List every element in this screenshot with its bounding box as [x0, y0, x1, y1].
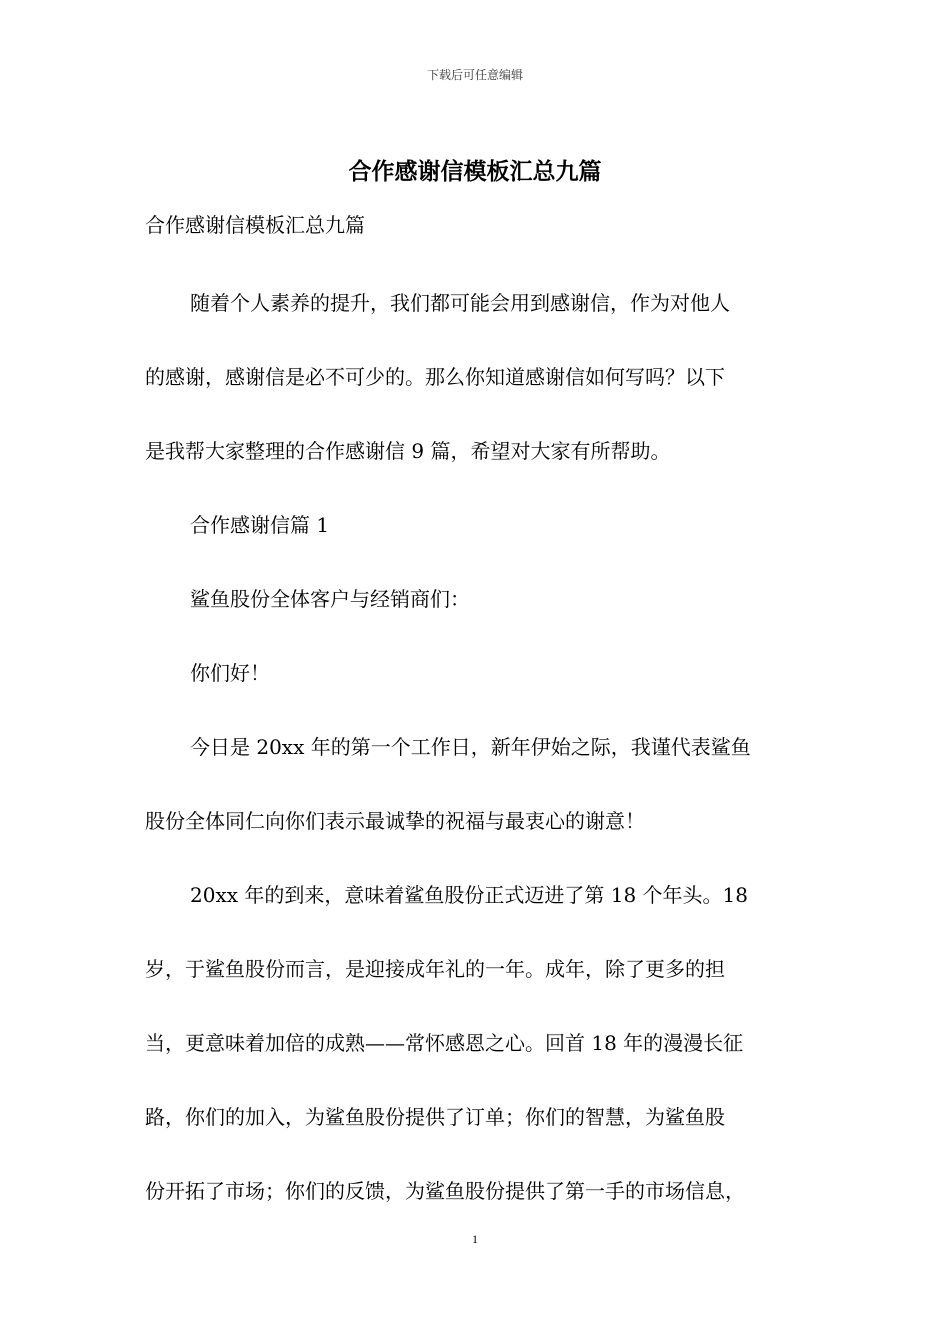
document-body	[145, 206, 825, 1246]
body-line: 的感谢，感谢信是必不可少的。那么你知道感谢信如何写吗？以下	[145, 365, 725, 389]
body-line: 份开拓了市场；你们的反馈，为鲨鱼股份提供了第一手的市场信息，	[145, 1179, 745, 1203]
body-line: 合作感谢信模板汇总九篇	[145, 213, 365, 237]
body-line: 路，你们的加入，为鲨鱼股份提供了订单；你们的智慧，为鲨鱼股	[145, 1105, 725, 1129]
body-line: 今日是 20xx 年的第一个工作日，新年伊始之际，我谨代表鲨鱼	[190, 735, 751, 759]
greeting: 你们好！	[190, 661, 270, 685]
header-note: 下载后可任意编辑	[426, 68, 523, 82]
body-line: 岁，于鲨鱼股份而言，是迎接成年礼的一年。成年，除了更多的担	[145, 957, 725, 981]
document-title: 合作感谢信模板汇总九篇	[348, 159, 602, 185]
salutation: 鲨鱼股份全体客户与经销商们：	[190, 587, 470, 611]
body-line: 是我帮大家整理的合作感谢信 9 篇，希望对大家有所帮助。	[145, 439, 671, 463]
section-heading: 合作感谢信篇 1	[190, 513, 330, 537]
body-line: 20xx 年的到来，意味着鲨鱼股份正式迈进了第 18 个年头。18	[190, 883, 748, 907]
body-line: 股份全体同仁向你们表示最诚挚的祝福与最衷心的谢意！	[145, 809, 645, 833]
body-line: 当，更意味着加倍的成熟——常怀感恩之心。回首 18 年的漫漫长征	[145, 1031, 744, 1055]
body-line: 随着个人素养的提升，我们都可能会用到感谢信，作为对他人	[190, 291, 730, 315]
page-number: 1	[472, 1232, 478, 1246]
